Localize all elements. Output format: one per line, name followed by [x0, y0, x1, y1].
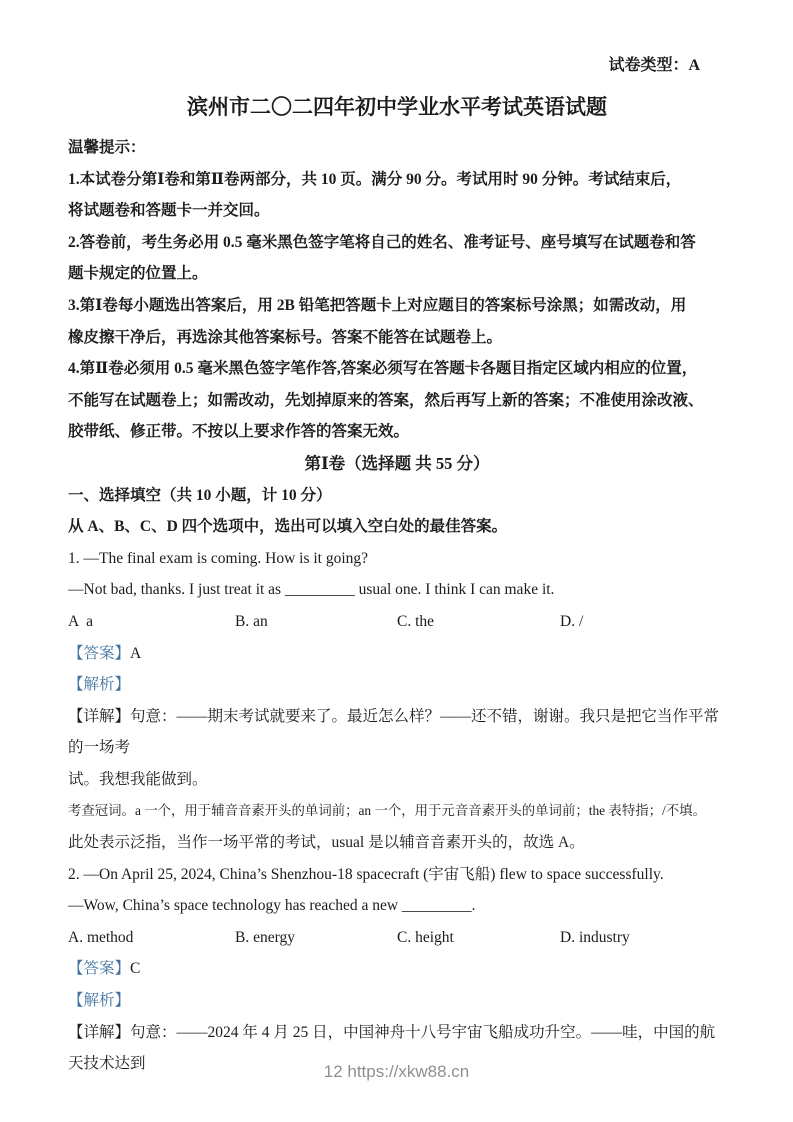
question-1-answer-line: [68, 638, 726, 670]
volume1-heading: 第Ⅰ卷（选择题 共 55 分）: [304, 453, 490, 473]
part1-instruction: 从 A、B、C、D 四个选项中，选出可以填入空白处的最佳答案。: [68, 518, 508, 536]
question-1-analysis-line: [68, 669, 726, 701]
question-1-explanation-line-4: 此处表示泛指，当作一场平常的考试，usual 是以辅音音素开头的，故选 A。: [68, 834, 585, 852]
question-1-option-b: B. an: [235, 612, 268, 630]
question-2-option-c: C. height: [397, 928, 454, 946]
notice-line-9: 胶带纸、修正带。不按以上要求作答的答案无效。: [68, 423, 410, 441]
question-1-option-a: A a: [68, 612, 93, 630]
paper-type-label: 试卷类型：A: [608, 57, 700, 74]
question-2-answer-line: [68, 953, 726, 985]
question-1-explanation-line-1: 【详解】句意：——期末考试就要来了。最近怎么样？——还不错，谢谢。我只是把它当作平常的一场考: [68, 707, 720, 757]
question-1-explanation-line-3: 考查冠词。a 一个，用于辅音音素开头的单词前；an 一个，用于元音音素开头的单词前；the 表特指；/不填。: [68, 803, 706, 819]
question-2-option-b: B. energy: [235, 928, 295, 946]
question-2-analysis-line: [68, 985, 726, 1017]
question-2-options-row: [68, 922, 726, 954]
notice-line-2: 将试题卷和答题卡一并交回。: [68, 202, 270, 220]
notice-line-3: 2.答卷前，考生务必用 0.5 毫米黑色签字笔将自己的姓名、准考证号、座号填写在试题卷和答: [68, 233, 696, 251]
question-1-options-row: [68, 606, 726, 638]
part1-heading: 一、选择填空（共 10 小题，计 10 分）: [68, 486, 332, 504]
question-2-explanation-line-1: 【详解】句意：——2024 年 4 月 25 日，中国神舟十八号宇宙飞船成功升空。——哇，中国的航天技术达到: [68, 1023, 716, 1073]
notice-heading: 温馨提示：: [68, 139, 146, 156]
notice-line-4: 题卡规定的位置上。: [68, 265, 208, 283]
analysis-label: 【解析】: [68, 992, 131, 1010]
answer-label: 【答案】: [68, 644, 131, 662]
question-1-option-d: D. /: [560, 612, 584, 630]
question-1-stem-line-2: —Not bad, thanks. I just treat it as _________ usual one. I think I can make it.: [68, 581, 555, 599]
notice-line-6: 橡皮擦干净后，再选涂其他答案标号。答案不能答在试题卷上。: [68, 328, 503, 346]
answer-label: 【答案】: [68, 960, 131, 978]
notice-line-8: 不能写在试题卷上；如需改动，先划掉原来的答案，然后再写上新的答案；不准使用涂改液、: [68, 391, 704, 409]
question-2-option-a: A. method: [68, 928, 134, 946]
notice-line-7: 4.第Ⅱ卷必须用 0.5 毫米黑色签字笔作答,答案必须写在答题卡各题目指定区域内相应的位置，: [68, 360, 698, 378]
question-1-explanation-line-2: 试。我想我能做到。: [68, 770, 208, 788]
answer-value: A: [130, 644, 142, 662]
page-title: 滨州市二〇二四年初中学业水平考试英语试题: [187, 95, 607, 119]
notice-line-5: 3.第Ⅰ卷每小题选出答案后，用 2B 铅笔把答题卡上对应题目的答案标号涂黑；如需改动，用: [68, 296, 687, 314]
analysis-label: 【解析】: [68, 676, 131, 694]
question-1-stem-line-1: 1. —The final exam is coming. How is it going?: [68, 549, 369, 567]
question-2-option-d: D. industry: [560, 928, 630, 946]
question-2-stem-line-2: —Wow, China’s space technology has reached a new _________.: [68, 897, 476, 915]
answer-value: C: [130, 960, 141, 978]
notice-line-1: 1.本试卷分第Ⅰ卷和第Ⅱ卷两部分，共 10 页。满分 90 分。考试用时 90 分钟。考试结束后，: [68, 170, 682, 188]
page-footer: 12 https://xkw88.cn: [323, 1062, 470, 1081]
question-1-option-c: C. the: [397, 612, 435, 630]
question-2-stem-line-1: 2. —On April 25, 2024, China’s Shenzhou-18 spacecraft (宇宙飞船) flew to space successfully.: [68, 865, 664, 883]
